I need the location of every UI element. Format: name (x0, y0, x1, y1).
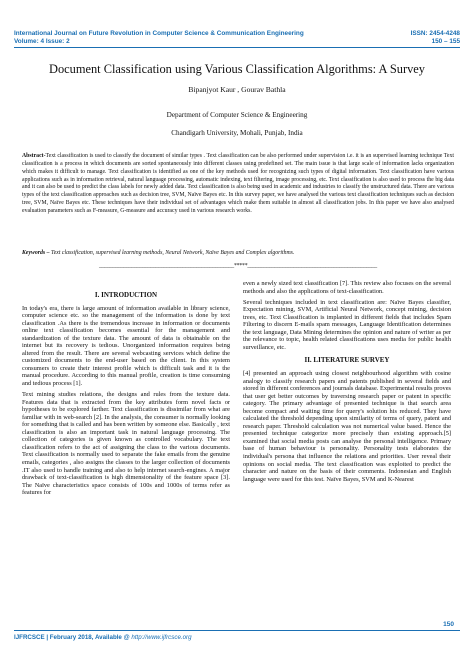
affiliation-university: Chandigarh University, Mohali, Punjab, India (171, 129, 303, 137)
footer-journal-link[interactable]: http://www.ijfrcsce.org (131, 634, 192, 641)
literature-paragraph-1: [4] presented an approach using closest neighbourhood algorithm with cosine analogy to classify research papers and patents published in several fields and stored in different conferences and journals database. Experimental results proves that user get better outcomes by traversing research paper or patent in specific category. The primary advantage of presented technique is that search area become compact and waiting time for query's solution his reduced. They have calculated the threshold depending upon similarity of terms of query, patent and research paper. Threshold calculation was not numerical value based. Hence the presented technique categorize more precisely than existing approach.[5] examined that social media posts can analyse the personal intelligence. Primary base of human behaviour is personality. Personality tests elaborates the individual's persona that influence the relations and priorities. User reveal their opinions on social media. The text classification was exploited to predict the character and nature on the basis of their comments. Indonesian and English language were used for this test. Naïve Bayes, SVM and K-Nearest (243, 369, 451, 483)
journal-header (14, 30, 460, 46)
left-column (22, 280, 230, 500)
keywords-label: Keywords – (22, 250, 50, 256)
keywords-text: Text classification, supervised learning methods, Neural Network, Naïve Bayes and Complex algorithms. (49, 250, 295, 256)
intro-paragraph-3: even a newly sized text classification [7]. This review also focuses on the several methods and also the applications of text-classification. (243, 280, 451, 295)
journal-name: International Journal on Future Revolution in Computer Science & Communication Engineering (14, 30, 304, 37)
author-affiliation (14, 106, 460, 142)
page-footer (14, 634, 192, 641)
section-separator: __________________________________________________*****________________________________________________ (99, 263, 377, 269)
right-column (243, 280, 451, 487)
abstract-text: Text classification is used to classify the document of similar types . Text classification can be also performed under supervision i.e. it is an supervised learning technique Text classification is a process in which documents are sorted spontaneously into different classes using predefined set. The main issue is that large scale of information lacks organization which makes it difficult to manage. Text classification is identified as one of the key methods used for recognizing such types of digital information. Text classification have various applications such as in information retrieval, natural language processing, automatic indexing, text filtering, image processing, etc. Text classification is also used to process the big data and it can also be used to predict the class labels for newly added data. Text classification is also being used in academic and industries to classify the unstructured data. There are various types of the text classification approaches such as decision tree, SVM, Naïve Bayes etc. In this survey paper, we have analysed the various text classification techniques such as decision tree, SVM, Naïve Bayes etc. These techniques have their individual set of advantages which make them suitable in almost all classification jobs. In this paper we have also analysed evaluation parameters such as F-measure, G-measure and accuracy used in various research works. (22, 153, 454, 214)
journal-volume-issue: Volume: 4 Issue: 2 (14, 38, 70, 45)
header-rule (14, 47, 460, 48)
keywords (22, 250, 454, 258)
page-number: 150 (443, 621, 454, 628)
footer-journal-month: IJFRCSCE | February 2018, Available @ (14, 634, 130, 641)
affiliation-department: Department of Computer Science & Engineering (166, 111, 308, 119)
intro-paragraph-2: Text mining studies relations, the designs and rules from the texture data. Features data that is extracted from the key attributes form novel facts or hypotheses to be explored farther. Text classification is dissimilar from what are familiar with in web-search [2]. In the analysis, the consumer is normally looking for something that is called and has been written by someone else. Basically , text classification is also an important task in natural language processing. The collection of categories is given known as controlled vocabulary. The text classification refers to the act of assigning the class to the various documents. Text classification is normally used to separate the fake emails from the genuine emails, categories , also assigns the classes to the larger collection of documents .IT also used to handle training and also to help internet search-engines. A major drawback of text-classification is high dimensionality of the feature space [3]. The Naïve characteristics space consists of 100s and 1000s of terms refer as features for (22, 391, 230, 497)
journal-pages: 150 – 155 (431, 38, 460, 45)
journal-issn: ISSN: 2454-4248 (410, 30, 460, 37)
literature-survey-heading: II. LITERATURE SURVEY (304, 356, 390, 365)
paper-title: Document Classification using Various Classification Algorithms: A Survey (49, 62, 425, 76)
introduction-heading: I. INTRODUCTION (94, 291, 158, 299)
abstract (22, 153, 454, 216)
abstract-label: Abstract- (22, 153, 46, 159)
intro-paragraph-1: In today's era, there is large amount of information available in library science, computer science etc. so the management of the information is done by text classification .As there is the tremendous increase in information or documents online text classification becomes essential for the management and standardization of the texture data. The amount of data is obtainable on the internet but its recovery is tedious. Unorganized information requires being altered from the result. There are several webcasting services which define the customized documents to the end-user based on the client. In this system consumers to create their interest profile which is difficult task and it is the manual procedure. According to this manual profile, creation is time consuming and tedious process [1]. (22, 304, 230, 388)
footer-rule (14, 630, 460, 631)
intro-paragraph-4: Several techniques included in text classification are: Naïve Bayes classifier, Expectation mining, SVM, Artificial Neural Network, concept mining, decision trees, etc. Text Classification is implanted in different fields that includes Spam Filtering to discern E-mails spam messages, Language Identification determines the text language, Data Mining determines the opinion and nature of writer as per the relevance to topic, health related classifications uses media for public health surveillance, etc. (243, 298, 451, 351)
paper-authors: Bipanjyot Kaur , Gourav Bathla (188, 85, 286, 94)
